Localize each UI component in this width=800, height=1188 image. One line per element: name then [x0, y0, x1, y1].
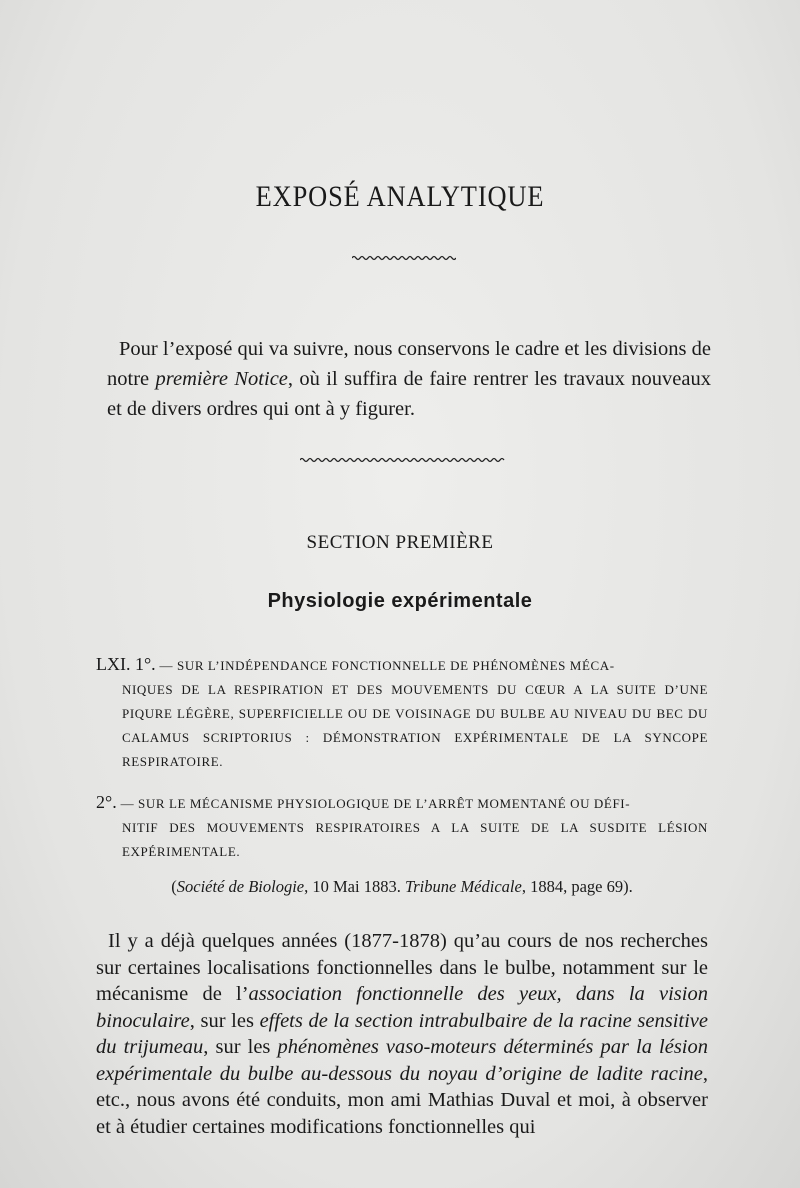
source-date-1: , 10 Mai 1883.: [304, 877, 405, 896]
entry-first-line: — SUR LE MÉCANISME PHYSIOLOGIQUE DE L’ARRÊT MOMENTANÉ OU DÉFI-: [120, 796, 631, 811]
entry-continuation: NITIF DES MOUVEMENTS RESPIRATOIRES A LA SUITE DE LA SUSDITE LÉSION EXPÉRIMENTALE.: [122, 820, 708, 859]
page-title: EXPOSÉ ANALYTIQUE: [255, 180, 545, 213]
intro-paragraph: [107, 334, 711, 424]
intro-text-1: Pour l’exposé qui va suivre, nous conservons le cadre et les divisions de notre: [107, 338, 711, 390]
entry-number: 2°.: [96, 792, 117, 812]
entry-continuation: NIQUES DE LA RESPIRATION ET DES MOUVEMENTS DU CŒUR A LA SUITE D’UNE PIQURE LÉGÈRE, SUPERFICIELLE OU DE VOISINAGE DU BULBE AU NIVEAU DU BEC DU CALAMUS SCRIPTORIUS : DÉMONSTRATION EXPÉRIMENTALE DE LA SYNCOPE RESPIRATOIRE.: [122, 682, 708, 769]
entry-lxi-1: [96, 652, 708, 774]
entry-lxi-2: [96, 790, 708, 864]
source-journal-2: Tribune Médicale: [404, 877, 522, 896]
section-title: Physiologie expérimentale: [267, 590, 533, 612]
source-open: (: [171, 877, 177, 896]
source-citation: [96, 877, 708, 897]
body-italic-2: effets de la section intrabulbaire de la racine sensitive du trijumeau: [96, 1009, 708, 1058]
entry-first-line: — SUR L’INDÉPENDANCE FONCTIONNELLE DE PHÉNOMÈNES MÉCA-: [159, 658, 615, 673]
body-text-2: , sur les: [189, 1009, 260, 1032]
section-label: SECTION PREMIÈRE: [306, 532, 494, 553]
source-date-2: , 1884, page 69).: [521, 877, 633, 896]
body-paragraph: [96, 928, 708, 1140]
intro-text-2: , où il suffira de faire rentrer les travaux nouveaux et de divers ordres qui ont à y figurer.: [107, 368, 712, 420]
source-journal-1: Société de Biologie: [176, 877, 305, 896]
body-text-4: , etc., nous avons été conduits, mon ami Mathias Duval et moi, à observer et à étudier certaines modifications fonctionnelles qui: [96, 1062, 708, 1138]
section-ornament-rule: [300, 456, 506, 464]
body-text-1: Il y a déjà quelques années (1877-1878) qu’au cours de nos recherches sur certaines localisations fonctionnelles dans le bulbe, notamment sur le mécanisme de l’: [96, 930, 708, 1005]
entry-number: LXI. 1°.: [96, 654, 156, 674]
body-italic-3: phénomènes vaso-moteurs déterminés par la lésion expérimentale du bulbe au-dessous du noyau d’origine de ladite racine: [96, 1036, 708, 1085]
title-ornament-rule: [352, 254, 456, 262]
body-text-3: , sur les: [203, 1036, 278, 1058]
body-italic-1: association fonctionnelle des yeux, dans la vision binoculaire: [96, 983, 708, 1032]
intro-italic: première Notice: [155, 368, 288, 390]
